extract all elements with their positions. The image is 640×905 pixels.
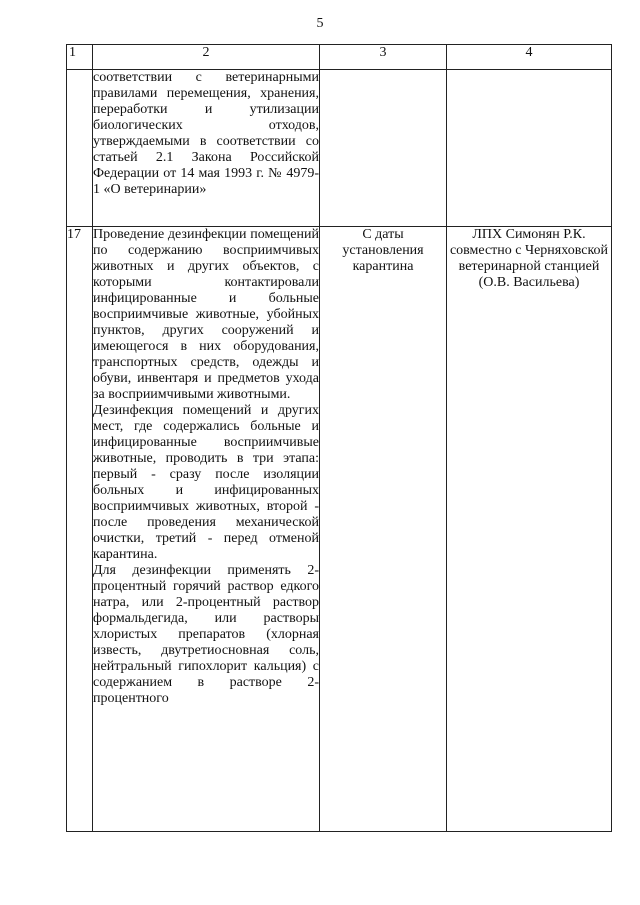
table-header-row xyxy=(67,45,612,70)
column-header-4: 4 xyxy=(447,45,612,70)
measure-cell xyxy=(93,70,320,227)
table-row xyxy=(67,227,612,832)
measure-paragraph: соответствии с ветеринарными правилами перемещения, хранения, переработки и утилизации биологических отходов, утверждаемыми в соответствии со статьей 2.1 Закона Российской Федерации от 14 мая 1993 г. № 4979-1 «О ветеринарии» xyxy=(93,70,319,197)
measure-paragraph: Дезинфекция помещений и других мест, где содержались больные и инфицированные восприимчивые животные, проводить в три этапа: первый - сразу после изоляции больных и инфицированных восприимчивых животных, второй - после проведения механической очистки, третий - перед отменой карантина. xyxy=(93,403,319,562)
column-header-1: 1 xyxy=(67,45,93,70)
deadline-cell: С даты установления карантина xyxy=(320,227,447,832)
row-number-cell: 17 xyxy=(67,227,93,832)
row-number-cell xyxy=(67,70,93,227)
responsible-cell: ЛПХ Симонян Р.К. совместно с Черняховской ветеринарной станцией (О.В. Васильева) xyxy=(447,227,612,832)
responsible-cell xyxy=(447,70,612,227)
measure-paragraph: Проведение дезинфекции помещений по содержанию восприимчивых животных и других объектов, с которыми контактировали инфицированные и больные восприимчивые животные, убойных пунктов, других сооружений и имеющегося в них оборудования, транспортных средств, одежды и обуви, инвентаря и предметов ухода за восприимчивыми животными. xyxy=(93,227,319,402)
column-header-2: 2 xyxy=(93,45,320,70)
column-header-3: 3 xyxy=(320,45,447,70)
table-row xyxy=(67,70,612,227)
measure-paragraph: Для дезинфекции применять 2-процентный горячий раствор едкого натра, или 2-процентный раствор формальдегида, или растворы хлористых препаратов (хлорная известь, двутретиосновная соль, нейтральный гипохлорит кальция) с содержанием в растворе 2-процентного xyxy=(93,563,319,706)
page-number: 5 xyxy=(316,16,324,31)
measures-table xyxy=(66,44,612,832)
deadline-cell xyxy=(320,70,447,227)
measure-cell xyxy=(93,227,320,832)
